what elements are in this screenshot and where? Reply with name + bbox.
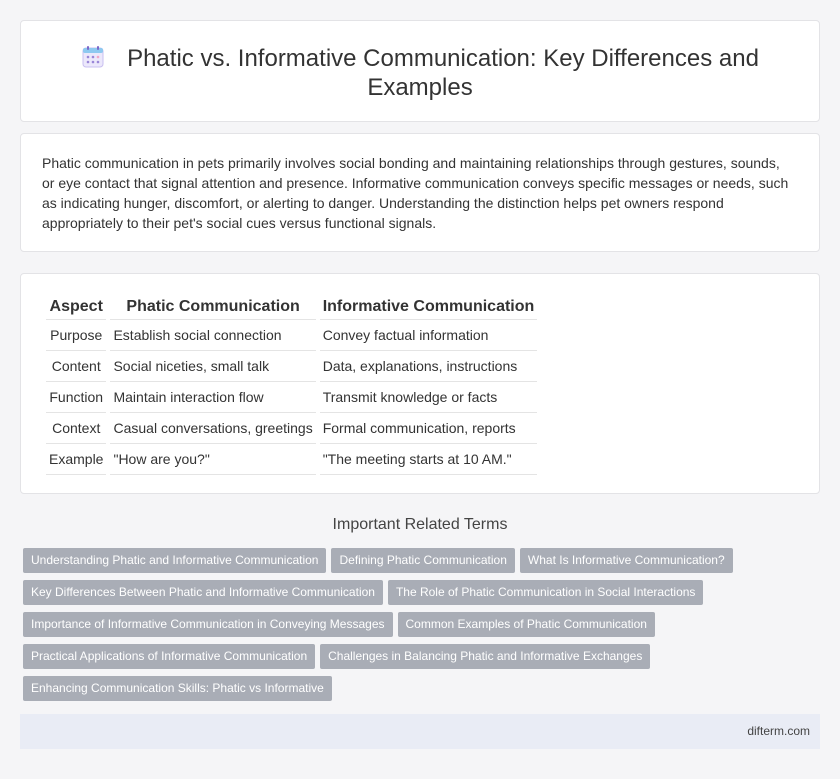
table-row bbox=[46, 413, 537, 444]
table-cell-aspect: Example bbox=[46, 444, 106, 475]
table-row bbox=[46, 444, 537, 475]
intro-paragraph: Phatic communication in pets primarily involves social bonding and maintaining relationships through gestures, sounds, or eye contact that signal attention and presence. Informative communication conveys specific messages or needs, such as indicating hunger, discomfort, or alerting to danger. Understanding the distinction helps pet owners respond appropriately to their pet's social cues versus functional signals. bbox=[42, 155, 789, 231]
related-terms-heading: Important Related Terms bbox=[332, 516, 508, 533]
related-term-tag[interactable]: Defining Phatic Communication bbox=[331, 548, 514, 573]
table-cell-aspect: Content bbox=[46, 351, 106, 382]
comparison-table bbox=[42, 294, 541, 475]
column-header-aspect: Aspect bbox=[46, 294, 106, 320]
intro-card bbox=[20, 133, 820, 252]
table-cell-phatic: Establish social connection bbox=[110, 320, 315, 351]
table-header-row bbox=[46, 294, 537, 320]
related-term-tag[interactable]: Common Examples of Phatic Communication bbox=[398, 612, 655, 637]
table-cell-phatic: Casual conversations, greetings bbox=[110, 413, 315, 444]
related-term-tag[interactable]: The Role of Phatic Communication in Social Interactions bbox=[388, 580, 703, 605]
related-term-tag[interactable]: Enhancing Communication Skills: Phatic vs Informative bbox=[23, 676, 332, 701]
table-cell-aspect: Function bbox=[46, 382, 106, 413]
related-term-tag[interactable]: Key Differences Between Phatic and Informative Communication bbox=[23, 580, 383, 605]
table-cell-phatic: Social niceties, small talk bbox=[110, 351, 315, 382]
related-terms-list bbox=[23, 548, 743, 708]
table-row bbox=[46, 351, 537, 382]
header-card bbox=[20, 20, 820, 122]
table-row bbox=[46, 382, 537, 413]
table-cell-informative: Data, explanations, instructions bbox=[320, 351, 538, 382]
table-cell-informative: Transmit knowledge or facts bbox=[320, 382, 538, 413]
related-term-tag[interactable]: What Is Informative Communication? bbox=[520, 548, 733, 573]
comparison-card bbox=[20, 273, 820, 494]
related-term-tag[interactable]: Challenges in Balancing Phatic and Informative Exchanges bbox=[320, 644, 650, 669]
footer-site-link[interactable]: difterm.com bbox=[747, 724, 810, 738]
table-cell-aspect: Context bbox=[46, 413, 106, 444]
page-title-row bbox=[21, 44, 819, 102]
page-title: Phatic vs. Informative Communication: Key Differences and Examples bbox=[127, 45, 759, 101]
column-header-informative: Informative Communication bbox=[320, 294, 538, 320]
related-term-tag[interactable]: Importance of Informative Communication in Conveying Messages bbox=[23, 612, 393, 637]
table-cell-informative: "The meeting starts at 10 AM." bbox=[320, 444, 538, 475]
table-cell-informative: Formal communication, reports bbox=[320, 413, 538, 444]
table-cell-informative: Convey factual information bbox=[320, 320, 538, 351]
table-cell-phatic: "How are you?" bbox=[110, 444, 315, 475]
related-term-tag[interactable]: Practical Applications of Informative Communication bbox=[23, 644, 315, 669]
table-cell-phatic: Maintain interaction flow bbox=[110, 382, 315, 413]
table-row bbox=[46, 320, 537, 351]
related-term-tag[interactable]: Understanding Phatic and Informative Communication bbox=[23, 548, 326, 573]
table-cell-aspect: Purpose bbox=[46, 320, 106, 351]
calendar-icon bbox=[81, 45, 105, 69]
footer-bar bbox=[20, 714, 820, 749]
column-header-phatic: Phatic Communication bbox=[110, 294, 315, 320]
